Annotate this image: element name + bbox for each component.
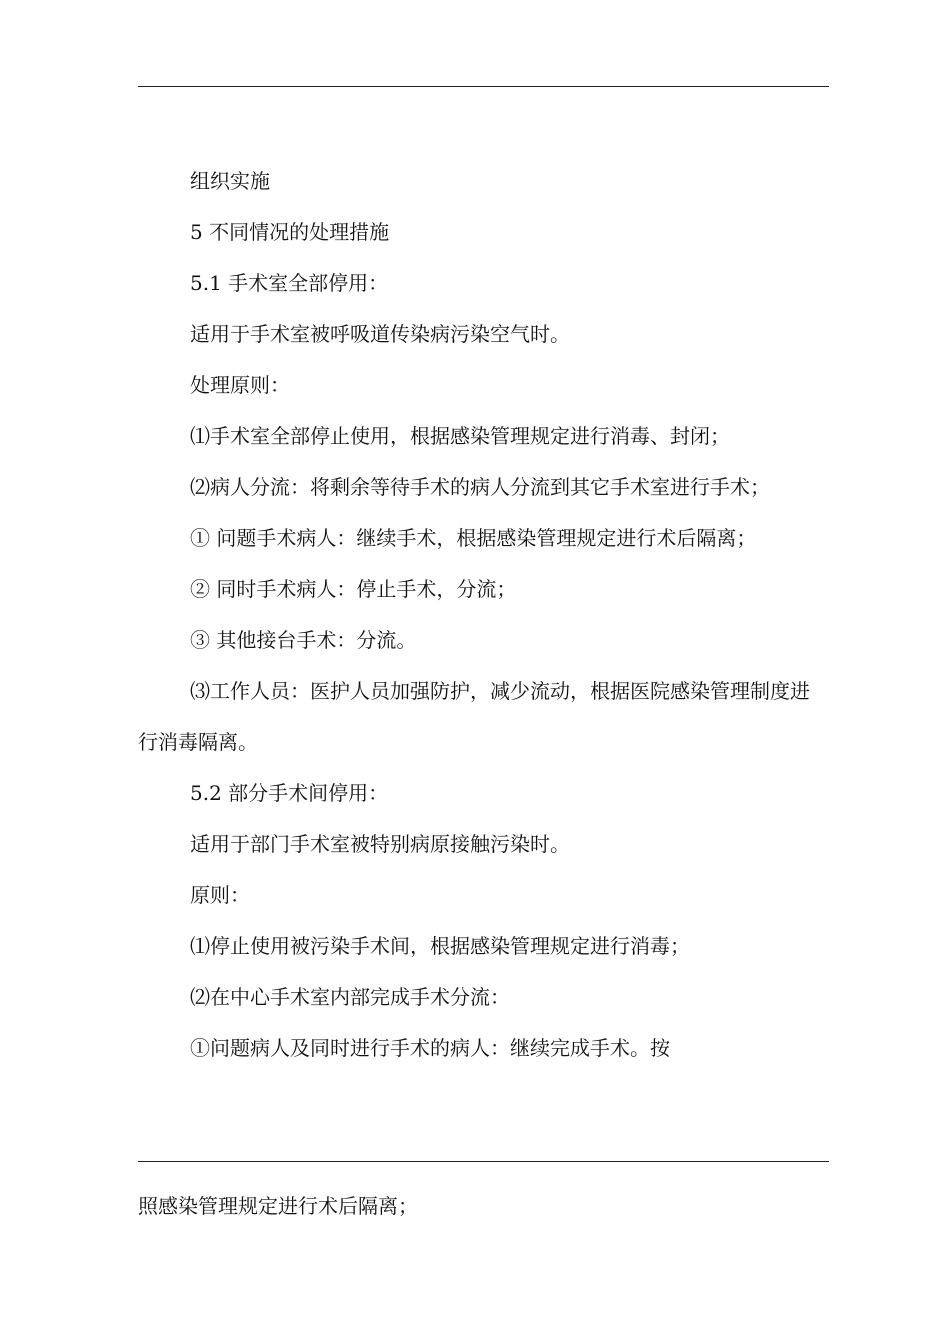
list-item: ⑶工作人员：医护人员加强防护，减少流动，根据医院感染管理制度进行消毒隔离。 xyxy=(138,679,810,754)
paragraph: 处理原则： xyxy=(190,373,290,397)
section-heading: 5 不同情况的处理措施 xyxy=(190,220,390,244)
list-item: ① 问题手术病人：继续手术，根据感染管理规定进行术后隔离； xyxy=(190,526,757,550)
subsection-heading: 5.1 手术室全部停用： xyxy=(190,271,389,295)
list-item: ② 同时手术病人：停止手术，分流； xyxy=(190,577,517,601)
next-page-text: 照感染管理规定进行术后隔离； xyxy=(138,1194,418,1218)
paragraph: 适用于部门手术室被特别病原接触污染时。 xyxy=(190,832,570,856)
page-break-rule xyxy=(138,1161,829,1162)
list-item: ⑵在中心手术室内部完成手术分流： xyxy=(190,985,510,1009)
list-item: ⑴手术室全部停止使用，根据感染管理规定进行消毒、封闭； xyxy=(190,424,730,448)
paragraph: 原则： xyxy=(190,883,250,907)
paragraph: 组织实施 xyxy=(190,169,270,193)
header-rule xyxy=(138,86,829,87)
list-item: ③ 其他接台手术：分流。 xyxy=(190,628,417,652)
list-item: ⑵病人分流：将剩余等待手术的病人分流到其它手术室进行手术； xyxy=(190,475,770,499)
list-item: ①问题病人及同时进行手术的病人：继续完成手术。按 xyxy=(190,1036,670,1060)
paragraph: 适用于手术室被呼吸道传染病污染空气时。 xyxy=(190,322,570,346)
subsection-heading: 5.2 部分手术间停用： xyxy=(190,781,389,805)
list-item: ⑴停止使用被污染手术间，根据感染管理规定进行消毒； xyxy=(190,934,690,958)
document-body xyxy=(138,156,829,1074)
